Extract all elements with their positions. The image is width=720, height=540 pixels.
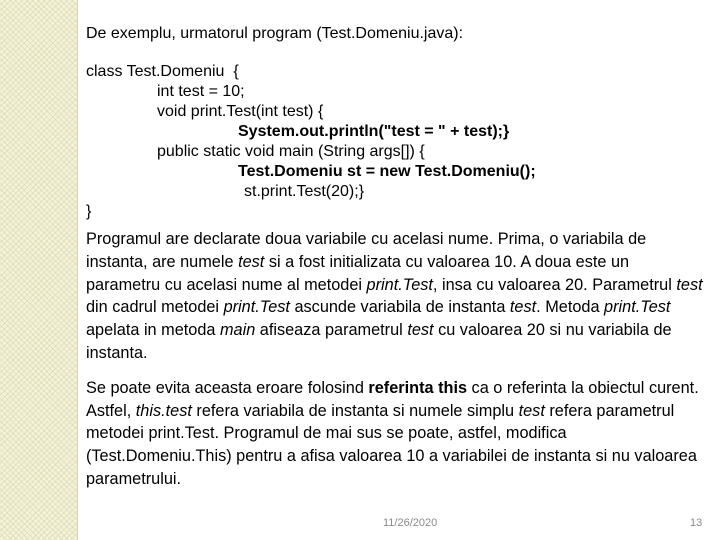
footer-date: 11/26/2020 <box>383 517 438 529</box>
code-line-method: void print.Test(int test) { <box>157 103 324 120</box>
code-line-new: Test.Domeniu st = new Test.Domeniu(); <box>238 163 536 180</box>
text-run: Se poate evita aceasta eroare folosind <box>86 378 369 397</box>
code-line-field: int test = 10; <box>157 83 245 100</box>
text-run: apelata in metoda <box>86 321 220 340</box>
text-run-italic: this.test <box>135 401 192 420</box>
text-run: din cadrul metodei <box>86 298 224 317</box>
code-line-close: } <box>86 203 92 220</box>
text-run-italic: test <box>518 401 545 420</box>
text-run-italic: test <box>509 298 537 317</box>
slide-content <box>86 24 706 491</box>
code-line-call: st.print.Test(20);} <box>244 183 365 200</box>
text-run-italic: test <box>676 275 703 294</box>
text-run: cu valoarea 20 si nu variabila de instanta. <box>86 321 672 362</box>
code-line-println: System.out.println("test = " + test);} <box>238 123 510 140</box>
text-run-italic: print.Test <box>604 298 671 317</box>
text-run: ascunde variabila de instanta <box>289 298 510 317</box>
code-block <box>86 62 706 222</box>
text-run-italic: print.Test <box>223 298 290 317</box>
text-run: ca o referinta la obiectul curent. Astfel, <box>86 378 699 420</box>
code-line-main: public static void main (String args[]) { <box>157 143 425 160</box>
text-run-italic: print.Test <box>366 275 433 294</box>
text-run: refera variabila de instanta si numele simplu <box>191 401 519 420</box>
text-run: . Metoda <box>536 298 605 317</box>
text-run: , insa cu valoarea 20. Parametrul <box>432 275 677 294</box>
text-run-italic: test <box>407 321 434 340</box>
text-run: si a fost initializata cu valoarea 10. A doua este un parametru cu acelasi nume al metodei <box>86 252 630 294</box>
decorative-side-band <box>0 0 78 540</box>
intro-text: De exemplu, urmatorul program (Test.Domeniu.java): <box>86 25 464 42</box>
text-run-italic: test <box>238 252 265 271</box>
text-run-bold: referinta this <box>368 378 468 397</box>
page-number: 13 <box>690 517 703 529</box>
this-reference-paragraph <box>86 377 706 491</box>
code-line-class: class Test.Domeniu { <box>86 63 239 80</box>
text-run-italic: main <box>219 321 256 340</box>
text-run: afiseaza parametrul <box>255 321 408 340</box>
explanation-paragraph <box>86 228 706 365</box>
text-run: refera parametrul metodei print.Test. Programul de mai sus se poate, astfel, modifica (Test.Domeniu.This) pentru a afisa valoarea 10 a variabilei de instanta si nu valoarea parametrului. <box>86 401 697 488</box>
text-run: Programul are declarate doua variabile cu acelasi nume. Prima, o variabila de instanta, are numele <box>86 230 647 271</box>
